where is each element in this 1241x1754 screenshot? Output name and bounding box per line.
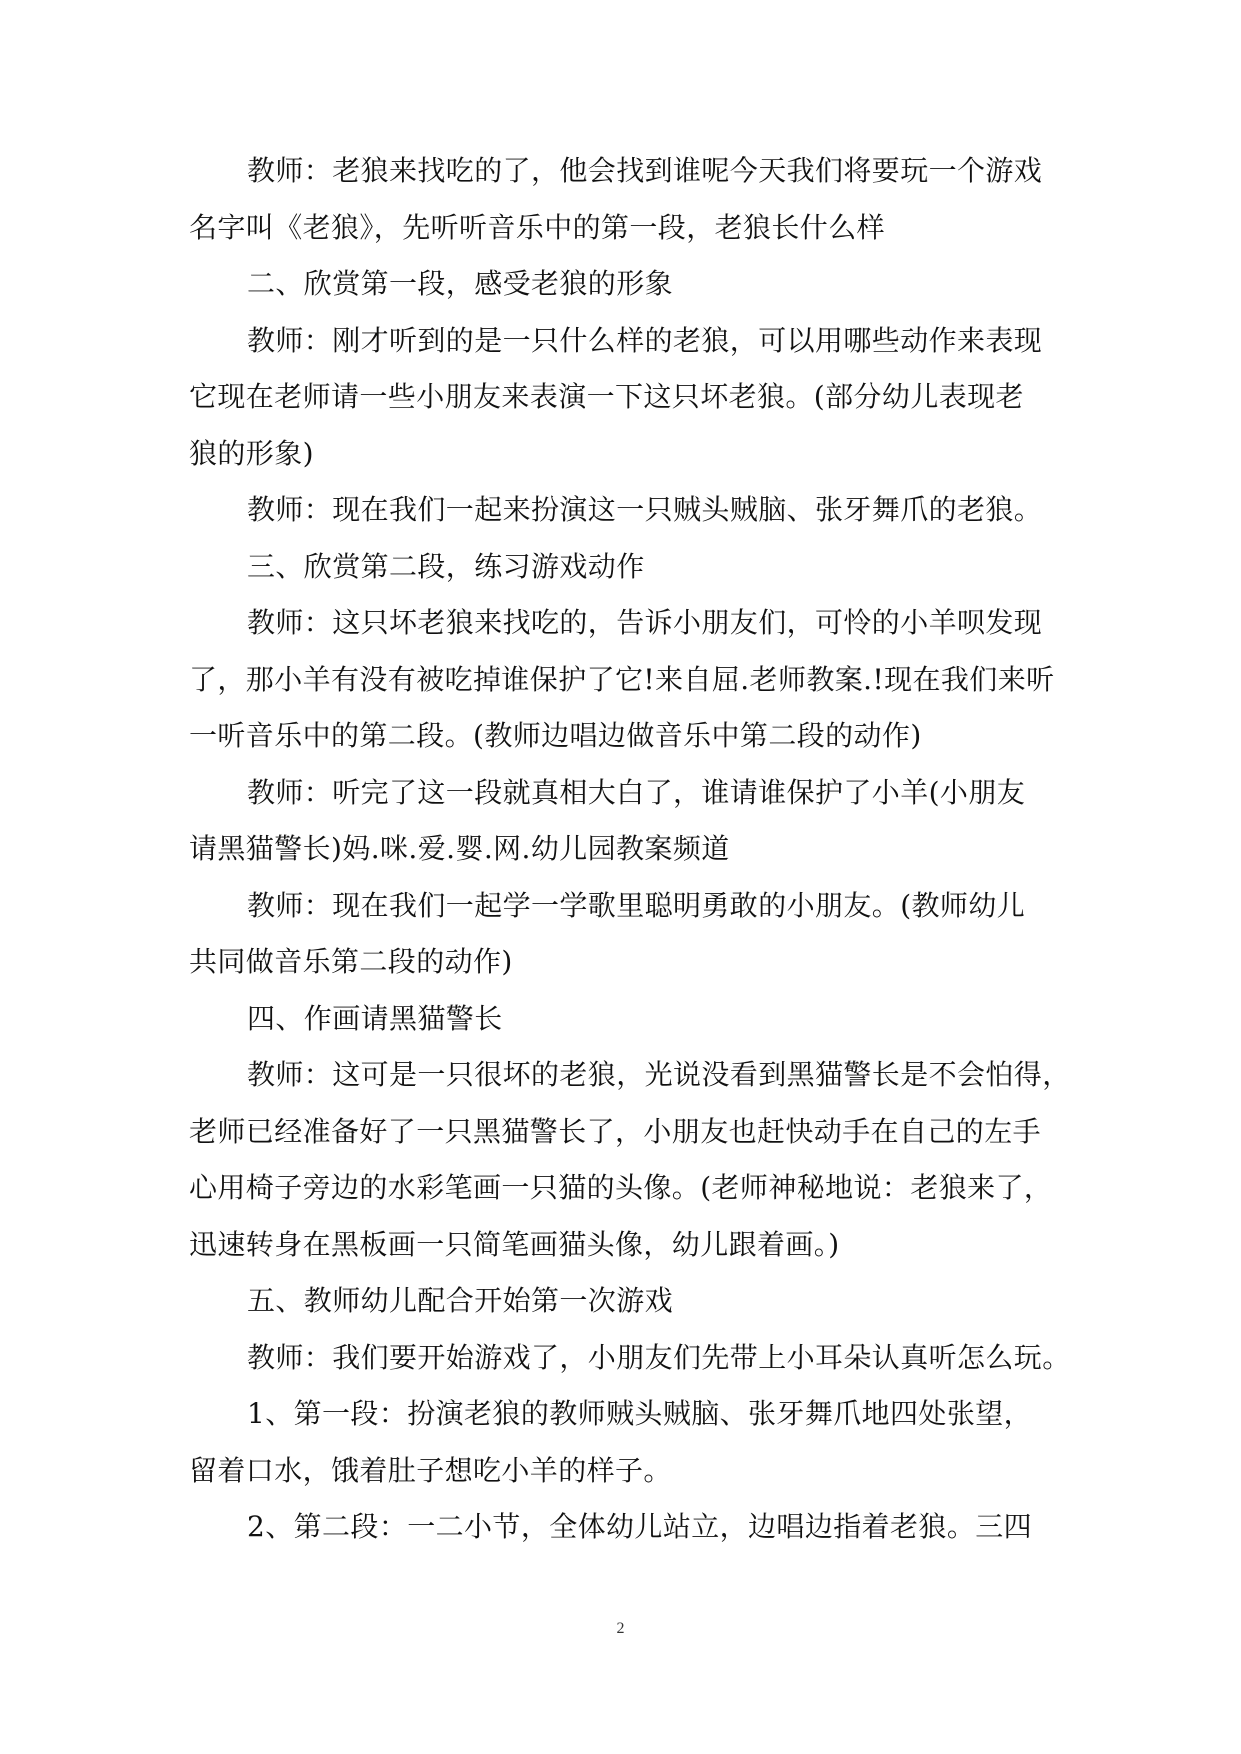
text-line: 请黑猫警长)妈.咪.爱.婴.网.幼儿园教案频道: [189, 832, 730, 865]
text-line: 心用椅子旁边的水彩笔画一只猫的头像。(老师神秘地说：老狼来了，: [189, 1171, 1053, 1204]
text-line: 狼的形象): [189, 436, 314, 470]
section-heading: 二、欣赏第一段，感受老狼的形象: [247, 267, 674, 300]
text-line: 它现在老师请一些小朋友来表演一下这只坏老狼。(部分幼儿表现老: [189, 380, 1024, 413]
section-heading: 五、教师幼儿配合开始第一次游戏: [247, 1284, 674, 1317]
text-line: 教师：这可是一只很坏的老狼，光说没看到黑猫警长是不会怕得，: [247, 1058, 1071, 1091]
text-line: 名字叫《老狼》，先听听音乐中的第一段，老狼长什么样: [189, 210, 886, 244]
section-heading: 三、欣赏第二段，练习游戏动作: [247, 549, 645, 583]
text-line: 了，那小羊有没有被吃掉谁保护了它!来自屈.老师教案.!现在我们来听: [189, 662, 1055, 696]
page-number: 2: [616, 1620, 625, 1637]
text-line: 教师：现在我们一起来扮演这一只贼头贼脑、张牙舞爪的老狼。: [247, 493, 1043, 526]
text-line: 教师：现在我们一起学一学歌里聪明勇敢的小朋友。(教师幼儿: [247, 888, 1026, 922]
text-line: 留着口水，饿着肚子想吃小羊的样子。: [189, 1453, 672, 1487]
list-item: 1、第一段：扮演老狼的教师贼头贼脑、张牙舞爪地四处张望，: [247, 1397, 1033, 1430]
text-line: 教师：我们要开始游戏了，小朋友们先带上小耳朵认真听怎么玩。: [247, 1340, 1071, 1374]
document-body: [189, 143, 1071, 1556]
section-heading: 四、作画请黑猫警长: [247, 1001, 503, 1035]
text-line: 教师：老狼来找吃的了，他会找到谁呢今天我们将要玩一个游戏: [247, 154, 1043, 187]
text-line: 共同做音乐第二段的动作): [189, 945, 513, 978]
text-line: 一听音乐中的第二段。(教师边唱边做音乐中第二段的动作): [189, 719, 922, 752]
text-line: 教师：刚才听到的是一只什么样的老狼，可以用哪些动作来表现: [247, 323, 1043, 357]
text-line: 教师：这只坏老狼来找吃的，告诉小朋友们，可怜的小羊呗发现: [247, 606, 1043, 639]
text-line: 老师已经准备好了一只黑猫警长了，小朋友也赶快动手在自己的左手: [189, 1114, 1042, 1148]
text-line: 迅速转身在黑板画一只简笔画猫头像，幼儿跟着画。): [189, 1227, 840, 1261]
list-item: 2、第二段：一二小节，全体幼儿站立，边唱边指着老狼。三四: [247, 1510, 1033, 1543]
text-line: 教师：听完了这一段就真相大白了，谁请谁保护了小羊(小朋友: [247, 775, 1026, 809]
